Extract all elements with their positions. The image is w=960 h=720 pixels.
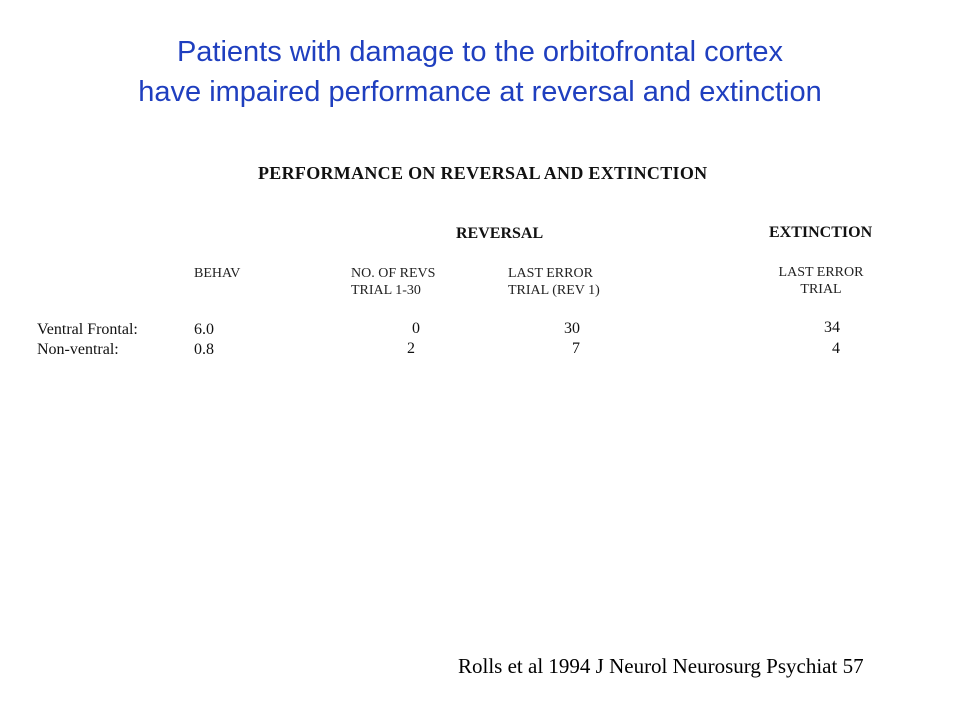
column-header-no-revs [351,265,435,299]
column-header-behav [194,265,240,282]
column-header-no-revs-line2: TRIAL 1-30 [351,283,421,298]
cell-no-revs: 0 [412,320,420,337]
cell-behav: 0.8 [194,341,214,358]
column-header-last-error-reversal-line1: LAST ERROR [508,266,593,281]
table-title: PERFORMANCE ON REVERSAL AND EXTINCTION [258,163,708,183]
column-header-last-error-extinction [768,264,874,298]
cell-no-revs: 2 [407,340,415,357]
cell-last-error-extinction: 4 [832,340,840,357]
slide-title-line-2: have impaired performance at reversal and extinction [138,76,822,108]
cell-last-error-reversal: 7 [572,340,580,357]
column-header-no-revs-line1: NO. OF REVS [351,266,436,281]
slide-title [0,32,960,112]
column-header-last-error-reversal [508,265,600,299]
citation: Rolls et al 1994 J Neurol Neurosurg Psychiat 57 [458,654,864,678]
cell-last-error-reversal: 30 [564,320,580,337]
row-label: Ventral Frontal: [37,321,138,338]
cell-last-error-extinction: 34 [824,319,840,336]
column-header-behav-line1: BEHAV [194,266,241,281]
column-header-last-error-extinction-line1: LAST ERROR [778,265,864,280]
group-header-reversal: REVERSAL [456,225,544,242]
column-header-last-error-extinction-line2: TRIAL [800,282,842,297]
slide-title-line-1: Patients with damage to the orbitofrontal cortex [176,36,784,68]
row-label: Non-ventral: [37,341,119,358]
group-header-extinction: EXTINCTION [769,224,873,241]
column-header-last-error-reversal-line2: TRIAL (REV 1) [508,283,600,298]
cell-behav: 6.0 [194,321,214,338]
